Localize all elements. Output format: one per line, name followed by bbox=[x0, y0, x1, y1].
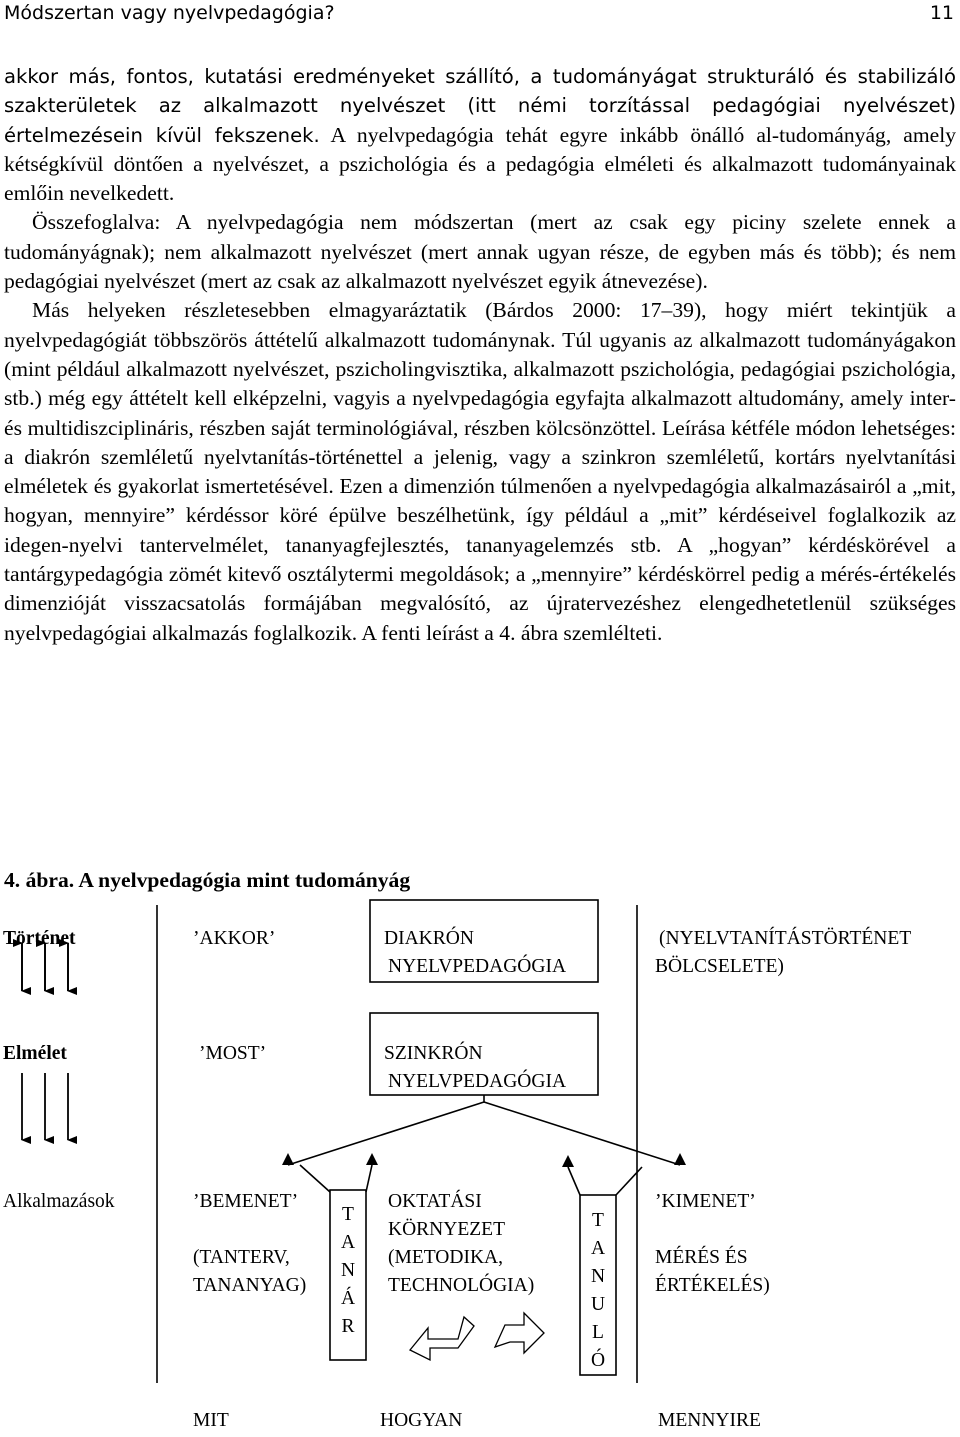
label-diakron-nyelvpedagogia: NYELVPEDAGÓGIA bbox=[388, 956, 567, 977]
page-number: 11 bbox=[929, 2, 954, 24]
tanulo-letter: U bbox=[590, 1294, 606, 1315]
tanar-letter: N bbox=[340, 1260, 356, 1281]
paragraph-1-serif: A nyelvpedagógia tehát egyre inkább önálló al-tudományág, amely kétségkívül döntően a nyelvészet, a pszichológia és a pedagógia elméleti és alkalmazott tudományainak emlőin nevelkedett. bbox=[4, 122, 956, 206]
tanar-letter: A bbox=[340, 1232, 356, 1253]
label-hogyan: HOGYAN bbox=[380, 1410, 463, 1431]
label-tananyag: TANANYAG) bbox=[193, 1275, 307, 1296]
tanar-letter: R bbox=[341, 1316, 355, 1337]
tanulo-letter: T bbox=[592, 1210, 604, 1231]
label-tortenet: Történet bbox=[3, 928, 76, 949]
tanulo-letter: A bbox=[590, 1238, 606, 1259]
tanar-box-letters bbox=[330, 1201, 366, 1341]
tanulo-letter: N bbox=[590, 1266, 606, 1287]
paragraph-2: Összefoglalva: A nyelvpedagógia nem módszertan (mert az csak egy piciny szelete ennek a tudományágnak); nem alkalmazott nyelvészet (mert annak ugyan része, de egyben más és több); és nem pedagógiai nyelvészet (mert az csak az alkalmazott nyelvészet egyik átnevezése). bbox=[4, 210, 956, 294]
running-title: Módszertan vagy nyelvpedagógia? bbox=[4, 2, 335, 24]
tanulo-letter: L bbox=[592, 1322, 604, 1343]
label-alkalmazasok: Alkalmazások bbox=[3, 1191, 115, 1212]
label-elmelet: Elmélet bbox=[3, 1043, 67, 1064]
label-nyelvtanitastortenet: (NYELVTANÍTÁSTÖRTÉNET bbox=[659, 928, 912, 949]
label-tanterv: (TANTERV, bbox=[193, 1247, 290, 1268]
body-text bbox=[4, 62, 956, 648]
paragraph-3: Más helyeken részletesebben elmagyaráztatik (Bárdos 2000: 17–39), hogy miért tekintjük a nyelvpedagógiát többszörös áttételű alkalmazott tudománynak. Túl ugyanis az alkalmazott tudományágakon (mint például alkalmazott nyelvészet, pszicholingvisztika, alkalmazott pszichológia, pedagógiai pszichológia, stb.) még egy áttételt kell elképzelni, vagyis a nyelvpedagógia egyfajta alkalmazott altudomány, amely inter- és multidiszciplináris, részben saját terminológiával, részben kölcsönzöttel. Leírása kétféle módon lehetséges: a diakrón szemléletű nyelvtanítás-történettel a jelenig, vagy a szinkron szemléletű, kortárs nyelvtanítási elméletek és gyakorlat ismertetésével. Ezen a dimenzión túlmenően a nyelvpedagógia alkalmazásairól a „mit, hogyan, mennyire” kérdéssor köré épülve beszélhetünk, így például a „mit” kérdéseivel foglalkozik az idegen-nyelvi tantervelmélet, tananyagfejlesztés, tananyagelemzés stb. A „hogyan” kérdéskörével a tantárgypedagógia zömét kitevő osztálytermi megoldások; a „mennyire” kérdéskörrel pedig a mérés-értékelés dimenzióját visszacsatolás formájában megvalósító, az újratervezéshez elengedhetetlenül szükséges nyelvpedagógiai alkalmazás foglalkozik. A fenti leírást a 4. ábra szemlélteti. bbox=[4, 298, 956, 645]
label-meres-es: MÉRÉS ÉS bbox=[655, 1247, 748, 1268]
tanulo-letter: Ó bbox=[590, 1350, 606, 1371]
paragraph-1-sans: akkor más, fontos, kutatási eredményeket szállító, a tudományágat strukturáló és stabilizáló szakterületek az alkalmazott nyelvészet (itt némi torzítással pedagógiai nyelvészet) értelmezésein kívül fekszenek. bbox=[4, 65, 956, 147]
label-akkor: ’AKKOR’ bbox=[193, 928, 276, 949]
label-oktatasi: OKTATÁSI bbox=[388, 1191, 482, 1212]
label-kornyezet: KÖRNYEZET bbox=[388, 1219, 505, 1240]
tanar-letter: Á bbox=[340, 1288, 356, 1309]
label-diakron: DIAKRÓN bbox=[384, 928, 474, 949]
figure-title: 4. ábra. A nyelvpedagógia mint tudományág bbox=[4, 868, 411, 892]
label-mit: MIT bbox=[193, 1410, 229, 1431]
label-most: ’MOST’ bbox=[199, 1043, 267, 1064]
label-ertekeles: ÉRTÉKELÉS) bbox=[655, 1275, 770, 1296]
tanar-letter: T bbox=[342, 1204, 354, 1225]
label-metodika: (METODIKA, bbox=[388, 1247, 504, 1268]
paragraph-1 bbox=[4, 62, 956, 208]
figure-diagram bbox=[0, 895, 960, 1437]
label-technologia: TECHNOLÓGIA) bbox=[388, 1275, 535, 1296]
tanulo-box-letters bbox=[580, 1207, 616, 1375]
label-szinkron: SZINKRÓN bbox=[384, 1043, 483, 1064]
label-szinkron-nyelvpedagogia: NYELVPEDAGÓGIA bbox=[388, 1071, 567, 1092]
label-bolcselete: BÖLCSELETE) bbox=[655, 956, 784, 977]
label-mennyire: MENNYIRE bbox=[658, 1410, 761, 1431]
page-header bbox=[0, 0, 960, 30]
label-bemenet: ’BEMENET’ bbox=[193, 1191, 299, 1212]
label-kimenet: ’KIMENET’ bbox=[655, 1191, 756, 1212]
